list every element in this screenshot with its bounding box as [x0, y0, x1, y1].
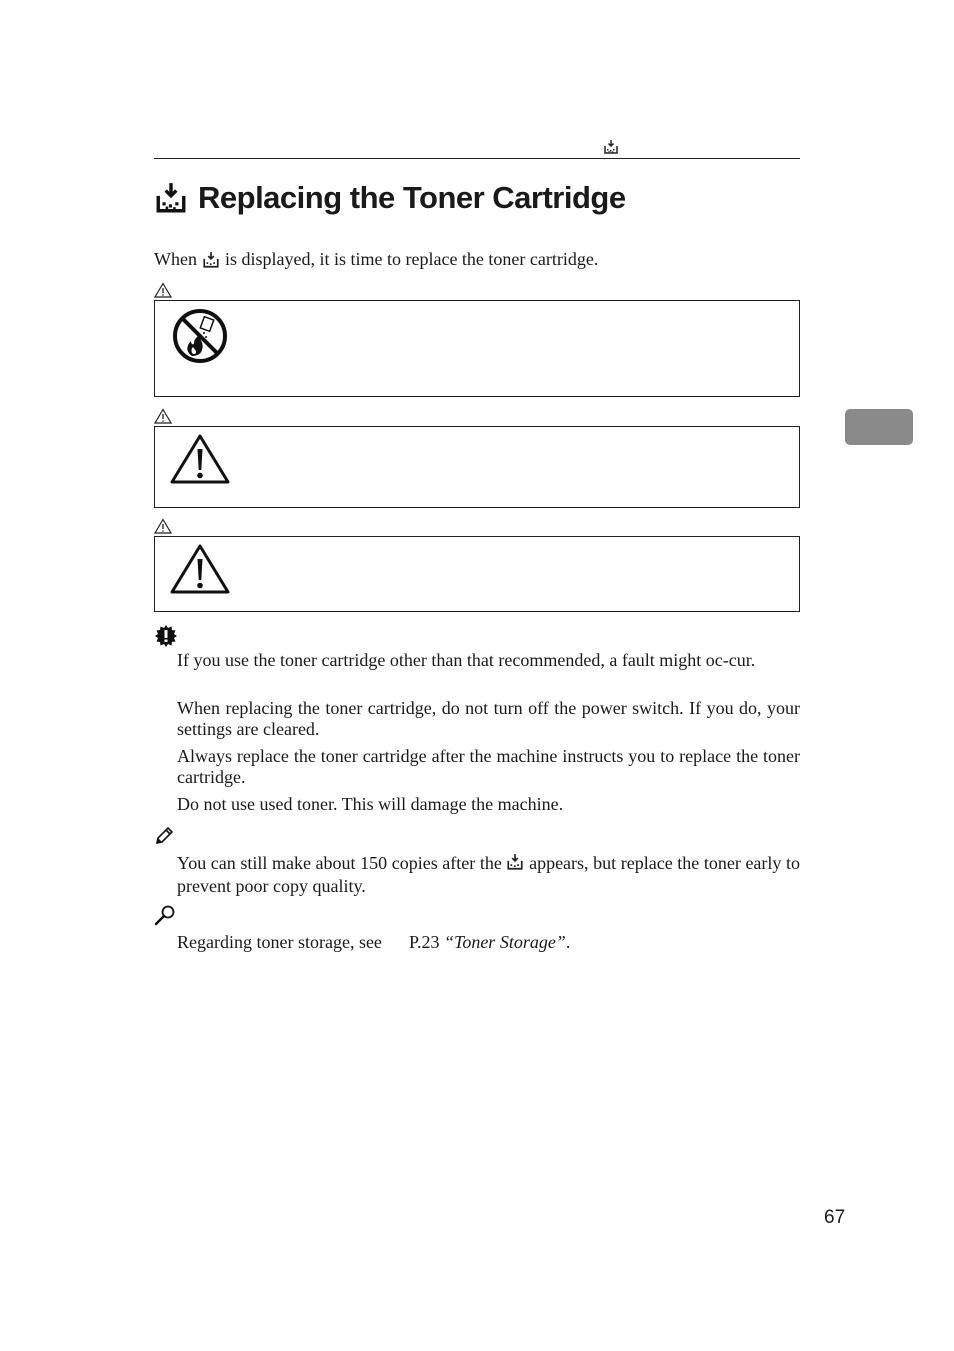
important-icon	[154, 624, 178, 648]
note-text: You can still make about 150 copies after the appears, but replace the toner early to prevent poor copy quality.	[177, 853, 801, 896]
toner-cartridge-icon	[603, 139, 619, 155]
page-number: 67	[824, 1207, 846, 1228]
reference-page[interactable]: P.23	[408, 932, 440, 952]
exclamation-triangle-icon	[169, 433, 231, 490]
header-rule	[154, 158, 800, 159]
chapter-tab	[845, 409, 913, 445]
reference-magnifier-icon	[154, 904, 176, 926]
reference-text: Regarding toner storage, see P.23 “Toner Storage”.	[177, 932, 571, 952]
warning-triangle-icon	[154, 408, 172, 424]
toner-cartridge-icon	[506, 853, 524, 876]
note-pencil-icon	[154, 826, 174, 846]
important-item: Always replace the toner cartridge after the machine instructs you to replace the toner cartridge.	[177, 746, 800, 787]
warning-box	[154, 300, 800, 397]
warning-box	[154, 536, 800, 612]
reference-link[interactable]: “Toner Storage”	[443, 932, 566, 952]
no-fire-icon	[172, 308, 228, 369]
warning-triangle-icon	[154, 518, 172, 534]
exclamation-triangle-icon	[169, 543, 231, 600]
important-item: When replacing the toner cartridge, do not turn off the power switch. If you do, your settings are cleared.	[177, 698, 800, 739]
warning-triangle-icon	[154, 282, 172, 298]
important-item: Do not use used toner. This will damage the machine.	[177, 794, 564, 814]
warning-box	[154, 426, 800, 508]
toner-cartridge-icon	[154, 181, 188, 215]
important-item: If you use the toner cartridge other than that recommended, a fault might oc-cur.	[177, 650, 756, 670]
toner-cartridge-icon	[202, 251, 220, 269]
intro-text: When is displayed, it is time to replace the toner cartridge.	[154, 249, 599, 269]
page-title-text: Replacing the Toner Cartridge	[198, 180, 626, 215]
page-title	[154, 180, 814, 216]
